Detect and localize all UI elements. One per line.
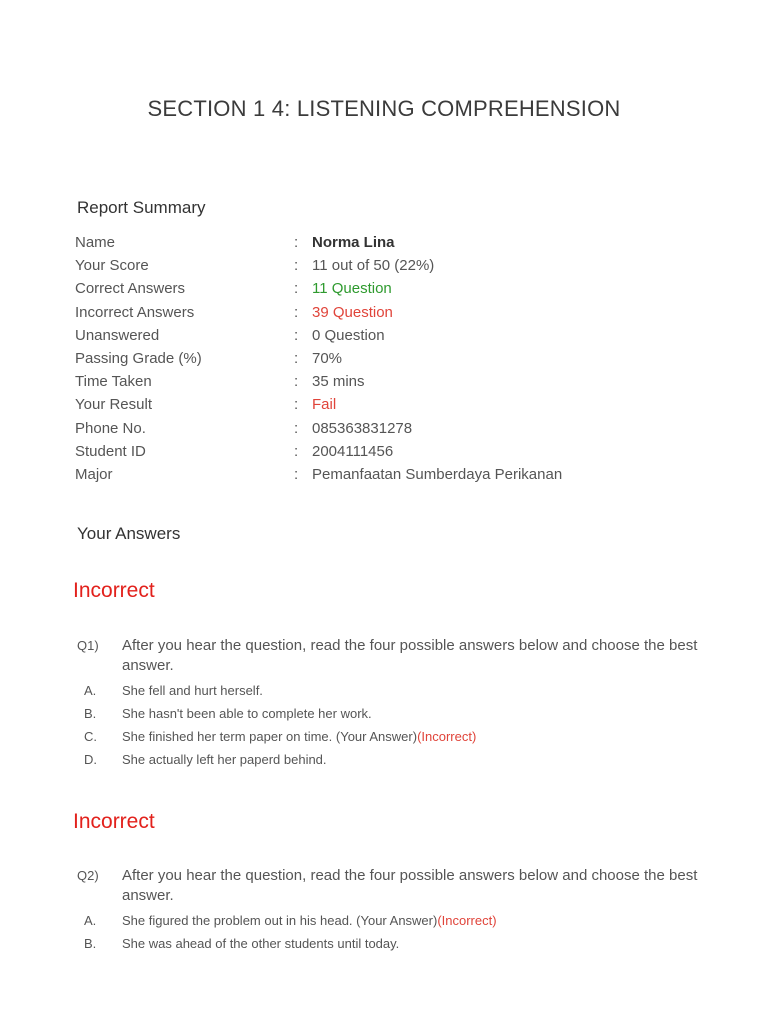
option-label: She finished her term paper on time. (Your Answer) <box>122 729 418 744</box>
report-summary-heading: Report Summary <box>77 198 206 217</box>
summary-colon: : <box>294 303 299 321</box>
summary-colon: : <box>294 326 299 344</box>
question-number: Q2) <box>77 868 99 883</box>
summary-value-passing-grade: 70% <box>312 349 343 367</box>
option-item <box>77 932 737 955</box>
option-item <box>77 679 737 702</box>
summary-value-name: Norma Lina <box>312 234 395 251</box>
summary-row-correct <box>75 277 695 300</box>
summary-row-phone <box>75 417 695 440</box>
option-letter: B. <box>84 936 97 951</box>
option-letter: B. <box>84 706 97 721</box>
option-text <box>122 909 497 932</box>
option-item <box>77 725 737 748</box>
summary-label: Unanswered <box>75 326 160 344</box>
summary-colon: : <box>294 442 299 460</box>
summary-row-passing-grade <box>75 347 695 370</box>
summary-colon: : <box>294 419 299 437</box>
summary-label: Passing Grade (%) <box>75 349 202 367</box>
option-item <box>77 748 737 771</box>
option-list <box>77 909 737 955</box>
summary-row-score <box>75 254 695 277</box>
summary-row-result <box>75 393 695 416</box>
option-label: She figured the problem out in his head. (Your Answer) <box>122 913 438 928</box>
question-row <box>77 636 737 676</box>
option-text <box>122 748 327 771</box>
option-text <box>122 702 372 725</box>
option-letter: C. <box>84 729 97 744</box>
summary-colon: : <box>294 257 299 275</box>
summary-label: Major <box>75 465 113 483</box>
summary-value-unanswered: 0 Question <box>312 326 385 344</box>
summary-value-phone: 085363831278 <box>312 419 413 437</box>
summary-row-incorrect <box>75 301 695 324</box>
option-label: She actually left her paperd behind. <box>122 752 327 767</box>
question-row <box>77 866 737 906</box>
option-letter: A. <box>84 683 97 698</box>
summary-row-student-id <box>75 440 695 463</box>
question-status-badge: Incorrect <box>73 810 155 833</box>
summary-value-result: Fail <box>312 396 337 414</box>
summary-label: Phone No. <box>75 419 146 437</box>
page-title: SECTION 1 4: LISTENING COMPREHENSION <box>147 96 621 121</box>
option-result-flag: (Incorrect) <box>417 729 477 744</box>
option-letter: A. <box>84 913 97 928</box>
summary-label: Time Taken <box>75 373 152 391</box>
summary-colon: : <box>294 465 299 483</box>
option-item <box>77 702 737 725</box>
option-list <box>77 679 737 771</box>
question-block <box>77 866 737 955</box>
summary-row-time-taken <box>75 370 695 393</box>
summary-row-unanswered <box>75 324 695 347</box>
question-number: Q1) <box>77 638 99 653</box>
summary-label: Student ID <box>75 442 146 460</box>
option-letter: D. <box>84 752 97 767</box>
summary-colon: : <box>294 373 299 391</box>
summary-label: Correct Answers <box>75 280 186 298</box>
summary-value-major: Pemanfaatan Sumberdaya Perikanan <box>312 465 563 483</box>
question-block <box>77 636 737 771</box>
option-result-flag: (Incorrect) <box>437 913 497 928</box>
option-label: She hasn't been able to complete her work. <box>122 706 372 721</box>
summary-colon: : <box>294 234 299 251</box>
summary-row-major <box>75 463 695 486</box>
option-text <box>122 725 476 748</box>
summary-label: Your Score <box>75 257 149 275</box>
summary-value-correct: 11 Question <box>312 280 392 298</box>
summary-colon: : <box>294 349 299 367</box>
report-summary-table <box>75 231 695 486</box>
summary-label: Name <box>75 234 116 251</box>
summary-label: Your Result <box>75 396 152 414</box>
question-status-badge: Incorrect <box>73 579 155 602</box>
summary-value-score: 11 out of 50 (22%) <box>312 257 435 275</box>
summary-colon: : <box>294 396 299 414</box>
summary-colon: : <box>294 280 299 298</box>
summary-value-time-taken: 35 mins <box>312 373 365 391</box>
summary-value-incorrect: 39 Question <box>312 303 393 321</box>
your-answers-heading: Your Answers <box>77 524 181 543</box>
question-text: After you hear the question, read the four possible answers below and choose the best answer. <box>122 637 698 674</box>
option-item <box>77 909 737 932</box>
option-text <box>122 679 263 702</box>
option-label: She fell and hurt herself. <box>122 683 263 698</box>
option-label: She was ahead of the other students until today. <box>122 936 400 951</box>
summary-row-name <box>75 231 695 254</box>
summary-label: Incorrect Answers <box>75 303 195 321</box>
option-text <box>122 932 399 955</box>
summary-value-student-id: 2004111456 <box>312 442 394 460</box>
question-text: After you hear the question, read the four possible answers below and choose the best answer. <box>122 867 698 904</box>
